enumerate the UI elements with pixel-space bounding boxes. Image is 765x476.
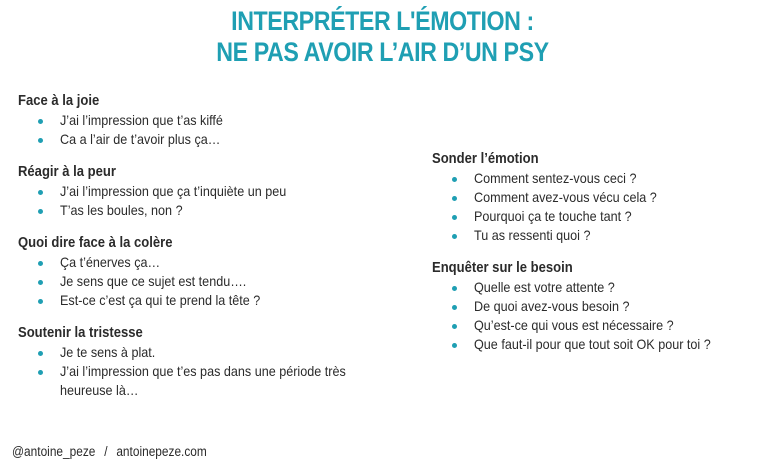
page-title [54, 6, 712, 68]
list-item: Tu as ressenti quoi ? [452, 226, 762, 245]
list-item: Comment avez-vous vécu cela ? [452, 188, 762, 207]
bullet-list [18, 182, 398, 220]
bullet-icon [38, 280, 43, 285]
bullet-list [18, 111, 398, 149]
bullet-list [432, 278, 762, 354]
footer-separator: / [104, 444, 108, 459]
list-item: Quelle est votre attente ? [452, 278, 762, 297]
footer [12, 444, 207, 459]
section-title: Soutenir la tristesse [18, 325, 143, 341]
list-item: J’ai l’impression que ça t’inquiète un peu [38, 182, 398, 201]
bullet-icon [452, 324, 457, 329]
list-item: Qu’est-ce qui vous est nécessaire ? [452, 316, 762, 335]
bullet-icon [452, 343, 457, 348]
section-colere [18, 234, 398, 310]
section-tristesse [18, 324, 398, 400]
right-column [432, 150, 762, 368]
list-item: Comment sentez-vous ceci ? [452, 169, 762, 188]
bullet-list [18, 253, 398, 310]
bullet-icon [452, 196, 457, 201]
list-item: J’ai l’impression que t’as kiffé [38, 111, 398, 130]
section-title: Sonder l’émotion [432, 151, 539, 167]
bullet-list [18, 343, 398, 400]
bullet-icon [38, 299, 43, 304]
twitter-handle: @antoine_peze [12, 444, 96, 459]
section-joie [18, 92, 398, 149]
bullet-icon [38, 190, 43, 195]
list-item: J’ai l’impression que t’es pas dans une période très heureuse là… [38, 362, 398, 400]
section-title: Quoi dire face à la colère [18, 235, 173, 251]
bullet-icon [452, 286, 457, 291]
list-item: T’as les boules, non ? [38, 201, 398, 220]
list-item: De quoi avez-vous besoin ? [452, 297, 762, 316]
title-line-2: NE PAS AVOIR L’AIR D’UN PSY [216, 37, 549, 67]
section-title: Enquêter sur le besoin [432, 260, 573, 276]
bullet-icon [38, 119, 43, 124]
section-title: Face à la joie [18, 93, 100, 109]
bullet-icon [452, 234, 457, 239]
bullet-icon [38, 261, 43, 266]
website-link: antoinepeze.com [116, 444, 207, 459]
bullet-icon [38, 138, 43, 143]
bullet-icon [452, 177, 457, 182]
left-column [18, 92, 398, 414]
bullet-icon [38, 209, 43, 214]
list-item: Est-ce c’est ça qui te prend la tête ? [38, 291, 398, 310]
list-item: Je te sens à plat. [38, 343, 398, 362]
section-peur [18, 163, 398, 220]
bullet-icon [452, 215, 457, 220]
bullet-icon [38, 370, 43, 375]
section-besoin [432, 259, 762, 354]
section-title: Réagir à la peur [18, 164, 116, 180]
bullet-icon [452, 305, 457, 310]
list-item: Je sens que ce sujet est tendu…. [38, 272, 398, 291]
list-item: Ça t’énerves ça… [38, 253, 398, 272]
bullet-icon [38, 351, 43, 356]
list-item: Pourquoi ça te touche tant ? [452, 207, 762, 226]
list-item: Que faut-il pour que tout soit OK pour toi ? [452, 335, 762, 354]
section-sonder [432, 150, 762, 245]
title-line-1: INTERPRÉTER L'ÉMOTION : [231, 6, 534, 36]
bullet-list [432, 169, 762, 245]
list-item: Ca a l’air de t’avoir plus ça… [38, 130, 398, 149]
